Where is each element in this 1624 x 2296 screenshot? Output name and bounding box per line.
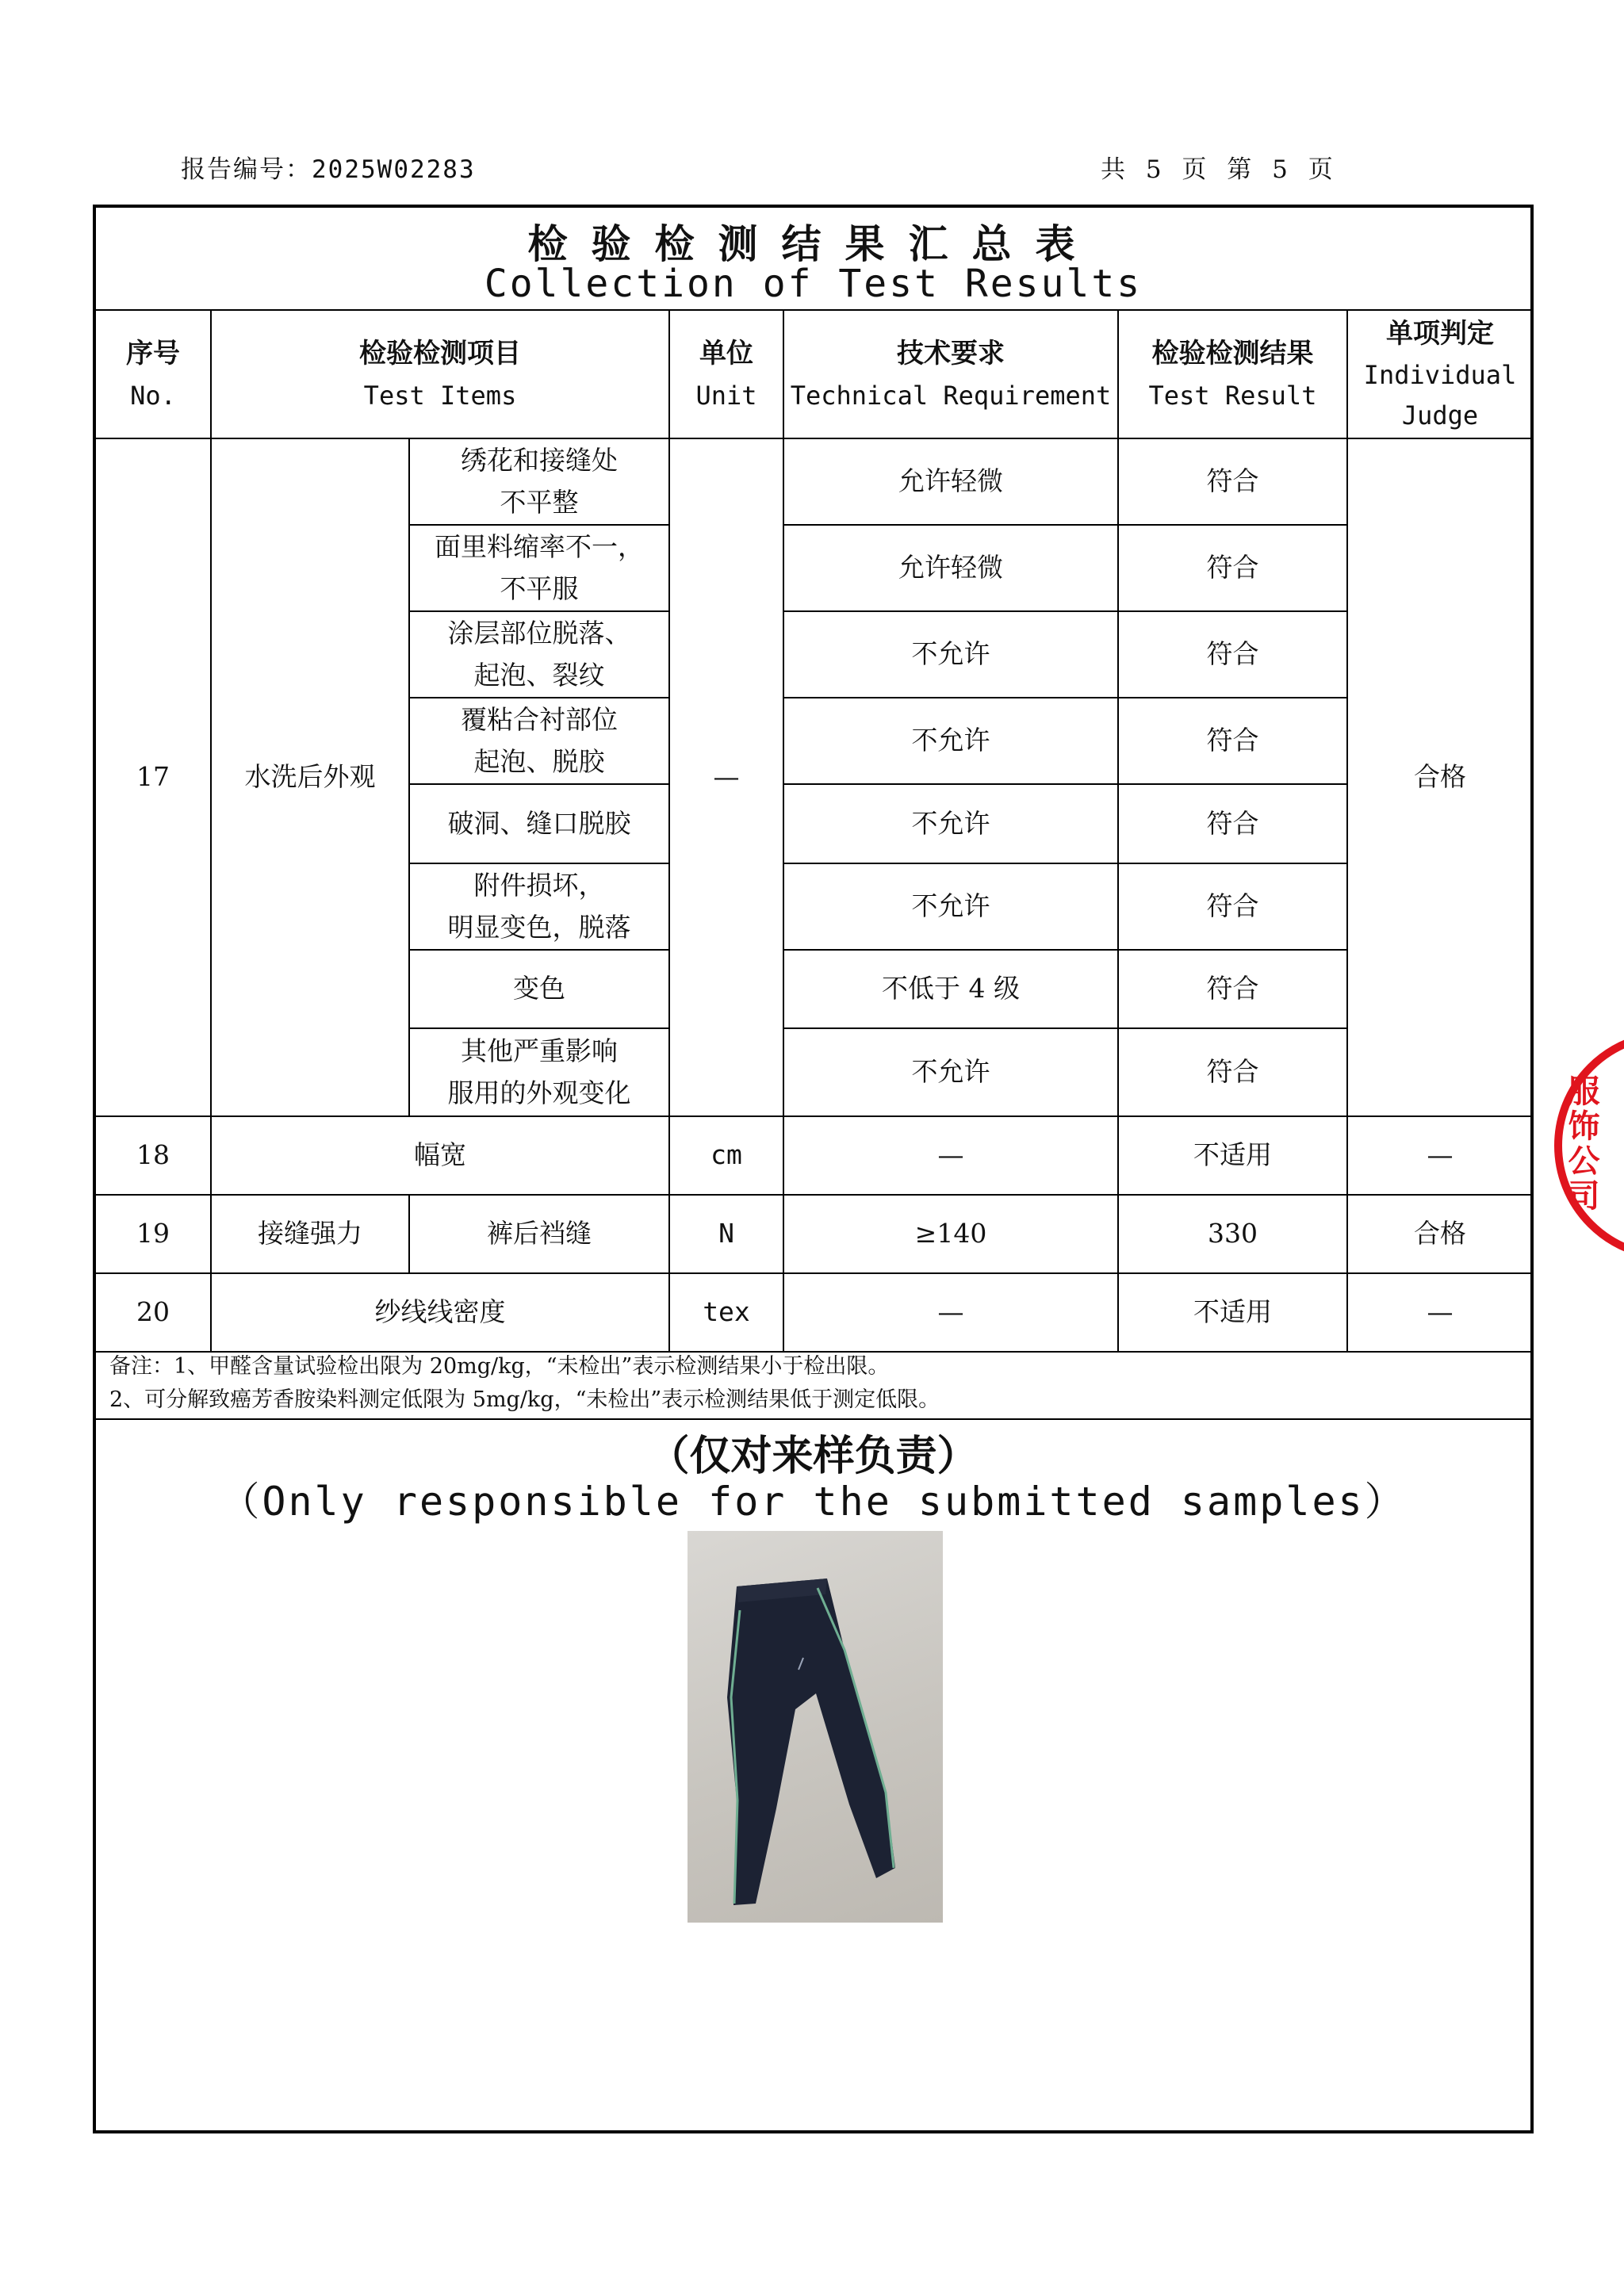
row18-item: 幅宽 <box>211 1116 669 1195</box>
row17-res: 符合 <box>1118 863 1347 950</box>
row19-req: ≥140 <box>783 1195 1118 1273</box>
row20-judge: — <box>1347 1273 1533 1352</box>
report-number <box>181 149 476 185</box>
row20-no: 20 <box>95 1273 211 1352</box>
row17-req: 不允许 <box>783 1028 1118 1116</box>
row19-res: 330 <box>1118 1195 1347 1273</box>
row17-res: 符合 <box>1118 1028 1347 1116</box>
row18-unit: cm <box>669 1116 783 1195</box>
row17-sub: 面里料缩率不一， 不平服 <box>409 525 669 611</box>
row17-res: 符合 <box>1118 611 1347 698</box>
row19-item: 接缝强力 <box>211 1195 409 1273</box>
row17-req: 不允许 <box>783 698 1118 784</box>
row17-sub: 覆粘合衬部位 起泡、脱胶 <box>409 698 669 784</box>
row17-sub: 其他严重影响 服用的外观变化 <box>409 1028 669 1116</box>
pants-image <box>688 1531 943 1923</box>
results-frame <box>93 205 1534 2133</box>
row17-res: 符合 <box>1118 784 1347 863</box>
remark-line: 备注：1、甲醛含量试验检出限为 20mg/kg，“未检出”表示检测结果小于检出限。 <box>109 1354 890 1379</box>
row17-sub: 附件损坏， 明显变色，脱落 <box>409 863 669 950</box>
row19-sub: 裤后裆缝 <box>409 1195 669 1273</box>
row20-req: — <box>783 1273 1118 1352</box>
row17-no: 17 <box>95 438 211 1116</box>
report-number-value: 2025W02283 <box>312 155 476 184</box>
divider <box>96 1418 1530 1420</box>
row17-res: 符合 <box>1118 438 1347 525</box>
row20-res: 不适用 <box>1118 1273 1347 1352</box>
row17-req: 不允许 <box>783 863 1118 950</box>
page-indicator: 共 5 页 第 5 页 <box>1101 155 1335 184</box>
row19-no: 19 <box>95 1195 211 1273</box>
table-row <box>95 1116 1533 1195</box>
title-en: Collection of Test Results <box>484 262 1143 306</box>
row18-no: 18 <box>95 1116 211 1195</box>
row20-item: 纱线线密度 <box>211 1273 669 1352</box>
title-cn: 检验检测结果汇总表 <box>527 221 1099 267</box>
remark-line: 2、可分解致癌芳香胺染料测定低限为 5mg/kg，“未检出”表示检测结果低于测定低限。 <box>109 1387 940 1412</box>
row17-unit: — <box>669 438 783 1116</box>
table-row <box>95 1273 1533 1352</box>
header-requirement: 技术要求 Technical Requirement <box>783 310 1118 438</box>
row17-req: 不低于 4 级 <box>783 950 1118 1028</box>
row17-req: 不允许 <box>783 784 1118 863</box>
row17-sub: 破洞、缝口脱胶 <box>409 784 669 863</box>
table-row <box>95 438 1533 525</box>
row17-res: 符合 <box>1118 950 1347 1028</box>
table-row <box>95 1195 1533 1273</box>
row20-unit: tex <box>669 1273 783 1352</box>
row19-unit: N <box>669 1195 783 1273</box>
row17-req: 允许轻微 <box>783 438 1118 525</box>
row17-item: 水洗后外观 <box>211 438 409 1116</box>
responsibility-en: （Only responsible for the submitted samples） <box>220 1479 1407 1525</box>
row18-judge: — <box>1347 1116 1533 1195</box>
responsibility-cn: （仅对来样负责） <box>648 1433 979 1480</box>
row17-sub: 绣花和接缝处 不平整 <box>409 438 669 525</box>
row17-judge: 合格 <box>1347 438 1533 1116</box>
header-unit: 单位 Unit <box>669 310 783 438</box>
header-judge: 单项判定 Individual Judge <box>1347 310 1533 438</box>
sample-photo <box>688 1531 943 1923</box>
row18-res: 不适用 <box>1118 1116 1347 1195</box>
seal-text: 服饰公司 <box>1563 1074 1599 1214</box>
row17-req: 允许轻微 <box>783 525 1118 611</box>
report-number-label: 报告编号： <box>181 155 312 184</box>
row17-sub: 变色 <box>409 950 669 1028</box>
remarks <box>109 1350 940 1417</box>
row17-sub: 涂层部位脱落、 起泡、裂纹 <box>409 611 669 698</box>
table-header-row <box>95 310 1533 438</box>
row19-judge: 合格 <box>1347 1195 1533 1273</box>
header-test-items: 检验检测项目 Test Items <box>211 310 669 438</box>
row17-res: 符合 <box>1118 698 1347 784</box>
results-table <box>94 309 1534 1353</box>
row18-req: — <box>783 1116 1118 1195</box>
header-result: 检验检测结果 Test Result <box>1118 310 1347 438</box>
row17-res: 符合 <box>1118 525 1347 611</box>
header-no: 序号 No. <box>95 310 211 438</box>
row17-req: 不允许 <box>783 611 1118 698</box>
